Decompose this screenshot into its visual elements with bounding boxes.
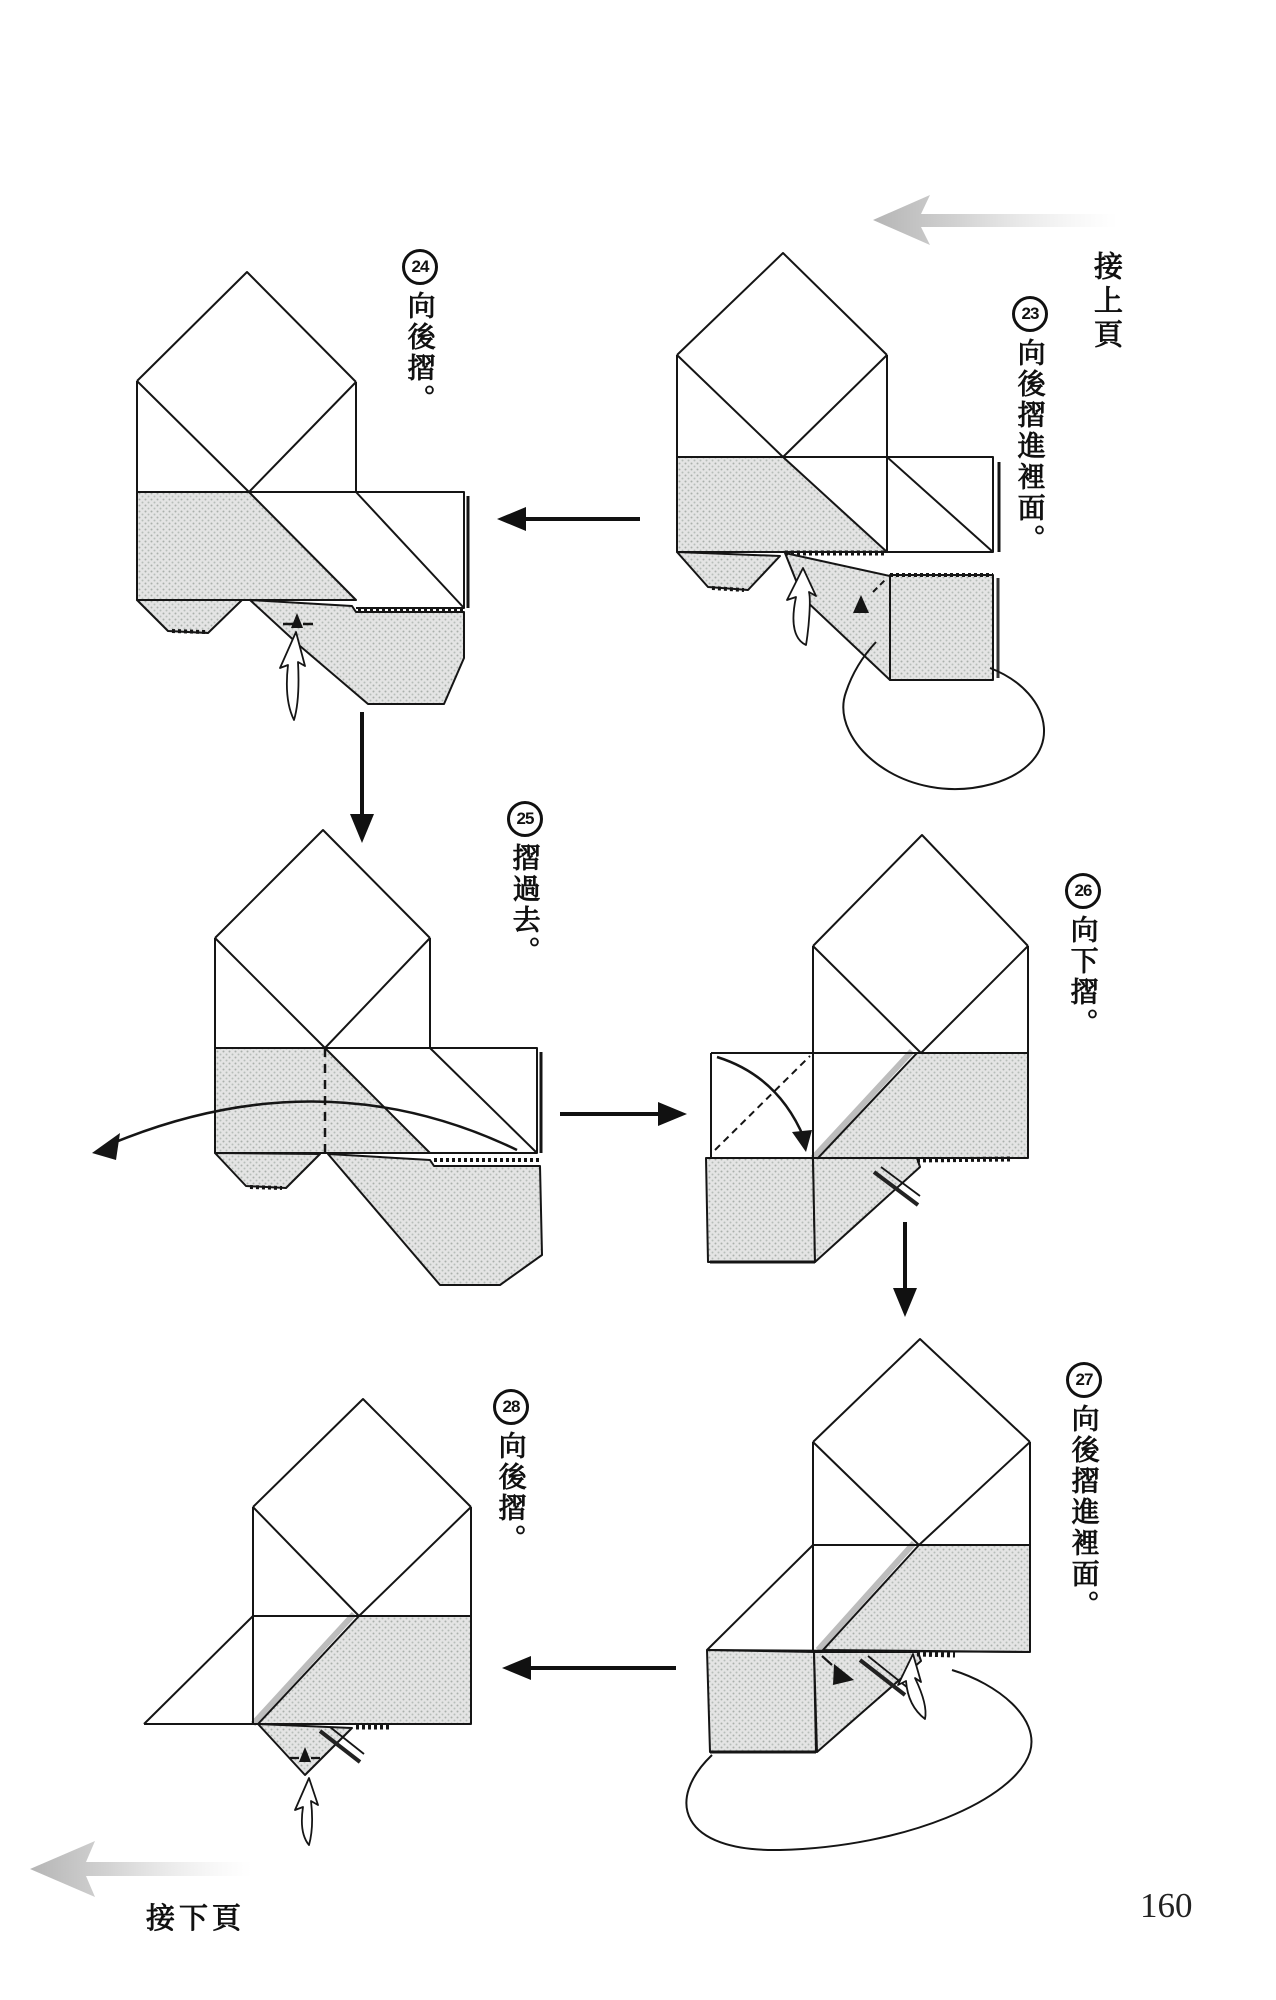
step-number-badge-27: 27 <box>1066 1362 1102 1398</box>
arc-arrowhead <box>792 1130 812 1152</box>
step-caption-26 <box>1065 873 1101 1039</box>
next-page-arrow-icon <box>30 1841 252 1897</box>
pull-out-arrow-icon <box>295 1778 318 1845</box>
step-caption-text-23: 向後摺進裡面。 <box>1014 338 1046 555</box>
flow-arrow-23-to-24 <box>497 507 640 531</box>
step-number-badge-25: 25 <box>507 801 543 837</box>
prev-page-arrow-icon <box>873 195 1118 245</box>
diagram-step-26 <box>706 835 1028 1262</box>
step-caption-23 <box>1012 296 1048 555</box>
flow-arrow-26-to-27 <box>893 1222 917 1317</box>
diagram-step-23 <box>677 253 1044 789</box>
diagram-step-27 <box>686 1339 1031 1850</box>
step-caption-text-28: 向後摺。 <box>495 1431 527 1555</box>
flow-arrow-24-to-25 <box>350 712 374 843</box>
step-number-badge-26: 26 <box>1065 873 1101 909</box>
step-number-badge-23: 23 <box>1012 296 1048 332</box>
next-page-marker: 接下頁 <box>146 1903 246 1935</box>
step-caption-24 <box>402 249 438 415</box>
prev-page-marker: 接上頁 <box>1090 251 1122 353</box>
step-caption-28 <box>493 1389 529 1555</box>
arc-arrowhead <box>92 1133 120 1160</box>
page-number: 160 <box>1140 1886 1193 1925</box>
step-caption-text-26: 向下摺。 <box>1067 915 1099 1039</box>
step-number-badge-28: 28 <box>493 1389 529 1425</box>
flow-arrow-25-to-26 <box>560 1102 687 1126</box>
step-caption-25 <box>507 801 543 967</box>
step-caption-27 <box>1066 1362 1102 1621</box>
step-caption-text-24: 向後摺。 <box>404 291 436 415</box>
diagram-step-25 <box>92 830 542 1285</box>
diagram-step-28 <box>144 1399 471 1845</box>
flow-arrow-27-to-28 <box>502 1656 676 1680</box>
step-number-badge-24: 24 <box>402 249 438 285</box>
step-caption-text-25: 摺過去。 <box>509 843 541 967</box>
fold-arc-arrow <box>717 1057 804 1138</box>
step-caption-text-27: 向後摺進裡面。 <box>1068 1404 1100 1621</box>
